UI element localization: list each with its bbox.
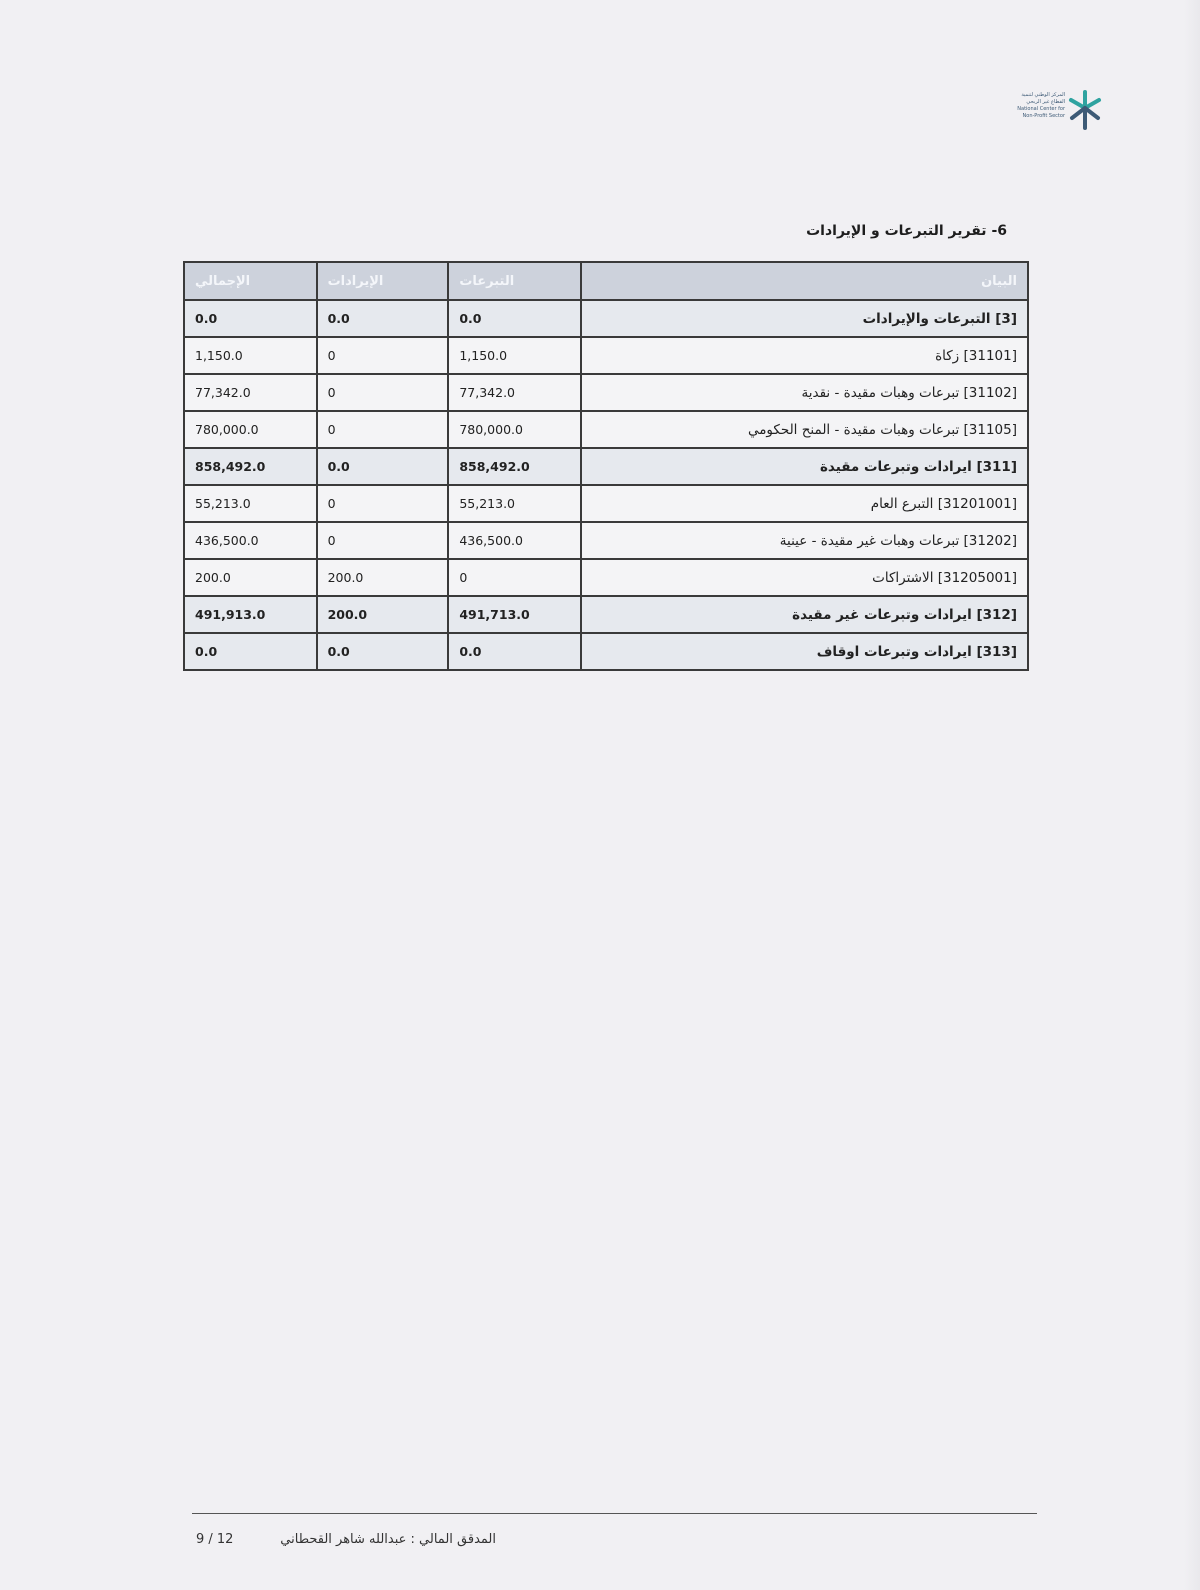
table-row <box>184 633 1028 670</box>
table-row <box>184 448 1028 485</box>
star-logo-icon <box>1067 88 1103 130</box>
cell-total: 0.0 <box>184 633 317 670</box>
table-row <box>184 485 1028 522</box>
column-header-revenues: الإيرادات <box>317 262 449 300</box>
table-row <box>184 300 1028 337</box>
cell-description: [31101] زكاة <box>581 337 1028 374</box>
cell-description: [312] ايرادات وتبرعات غير مقيدة <box>581 596 1028 633</box>
cell-revenues: 200.0 <box>317 596 449 633</box>
cell-revenues: 200.0 <box>317 559 449 596</box>
cell-donations: 1,150.0 <box>448 337 581 374</box>
table-body <box>184 300 1028 670</box>
cell-total: 200.0 <box>184 559 317 596</box>
cell-revenues: 0 <box>317 411 449 448</box>
cell-total: 77,342.0 <box>184 374 317 411</box>
cell-revenues: 0.0 <box>317 300 449 337</box>
table-row <box>184 559 1028 596</box>
cell-description: [31105] تبرعات وهبات مقيدة - المنح الحكومي <box>581 411 1028 448</box>
cell-description: [31205001] الاشتراكات <box>581 559 1028 596</box>
table-row <box>184 374 1028 411</box>
cell-description: [3] التبرعات والإيرادات <box>581 300 1028 337</box>
cell-revenues: 0 <box>317 522 449 559</box>
footer-divider <box>192 1513 1037 1514</box>
cell-donations: 0.0 <box>448 300 581 337</box>
cell-donations: 77,342.0 <box>448 374 581 411</box>
table-row <box>184 337 1028 374</box>
cell-description: [31202] تبرعات وهبات غير مقيدة - عينية <box>581 522 1028 559</box>
logo-line: Non-Profit Sector <box>1022 113 1065 119</box>
cell-total: 436,500.0 <box>184 522 317 559</box>
table-row <box>184 522 1028 559</box>
cell-revenues: 0 <box>317 374 449 411</box>
column-header-total: الإجمالي <box>184 262 317 300</box>
cell-donations: 0 <box>448 559 581 596</box>
cell-donations: 780,000.0 <box>448 411 581 448</box>
cell-description: [31201001] التبرع العام <box>581 485 1028 522</box>
cell-description: [31102] تبرعات وهبات مقيدة - نقدية <box>581 374 1028 411</box>
page-number: 9 / 12 <box>196 1532 234 1547</box>
cell-revenues: 0.0 <box>317 633 449 670</box>
column-header-donations: التبرعات <box>448 262 581 300</box>
donations-revenues-table <box>183 261 1029 671</box>
cell-total: 491,913.0 <box>184 596 317 633</box>
column-header-description: البيان <box>581 262 1028 300</box>
logo-line: المركز الوطني لتنمية <box>1021 92 1065 98</box>
cell-total: 858,492.0 <box>184 448 317 485</box>
table-row <box>184 411 1028 448</box>
cell-revenues: 0 <box>317 337 449 374</box>
logo-line: القطاع غير الربحي <box>1026 99 1065 105</box>
cell-revenues: 0.0 <box>317 448 449 485</box>
logo-line: National Center for <box>1017 106 1065 112</box>
table-row <box>184 596 1028 633</box>
cell-total: 55,213.0 <box>184 485 317 522</box>
cell-total: 1,150.0 <box>184 337 317 374</box>
table-header-row <box>184 262 1028 300</box>
page-edge <box>1184 0 1200 1590</box>
cell-donations: 436,500.0 <box>448 522 581 559</box>
ncnp-logo <box>1003 88 1103 132</box>
cell-donations: 0.0 <box>448 633 581 670</box>
cell-description: [311] ايرادات وتبرعات مقيدة <box>581 448 1028 485</box>
cell-donations: 55,213.0 <box>448 485 581 522</box>
section-title: 6- تقرير التبرعات و الإيرادات <box>806 223 1007 239</box>
auditor-name: المدقق المالي : عبدالله شاهر القحطاني <box>280 1532 496 1547</box>
cell-donations: 491,713.0 <box>448 596 581 633</box>
cell-donations: 858,492.0 <box>448 448 581 485</box>
cell-description: [313] ايرادات وتبرعات اوقاف <box>581 633 1028 670</box>
cell-total: 0.0 <box>184 300 317 337</box>
cell-revenues: 0 <box>317 485 449 522</box>
cell-total: 780,000.0 <box>184 411 317 448</box>
logo-text <box>1003 92 1065 120</box>
